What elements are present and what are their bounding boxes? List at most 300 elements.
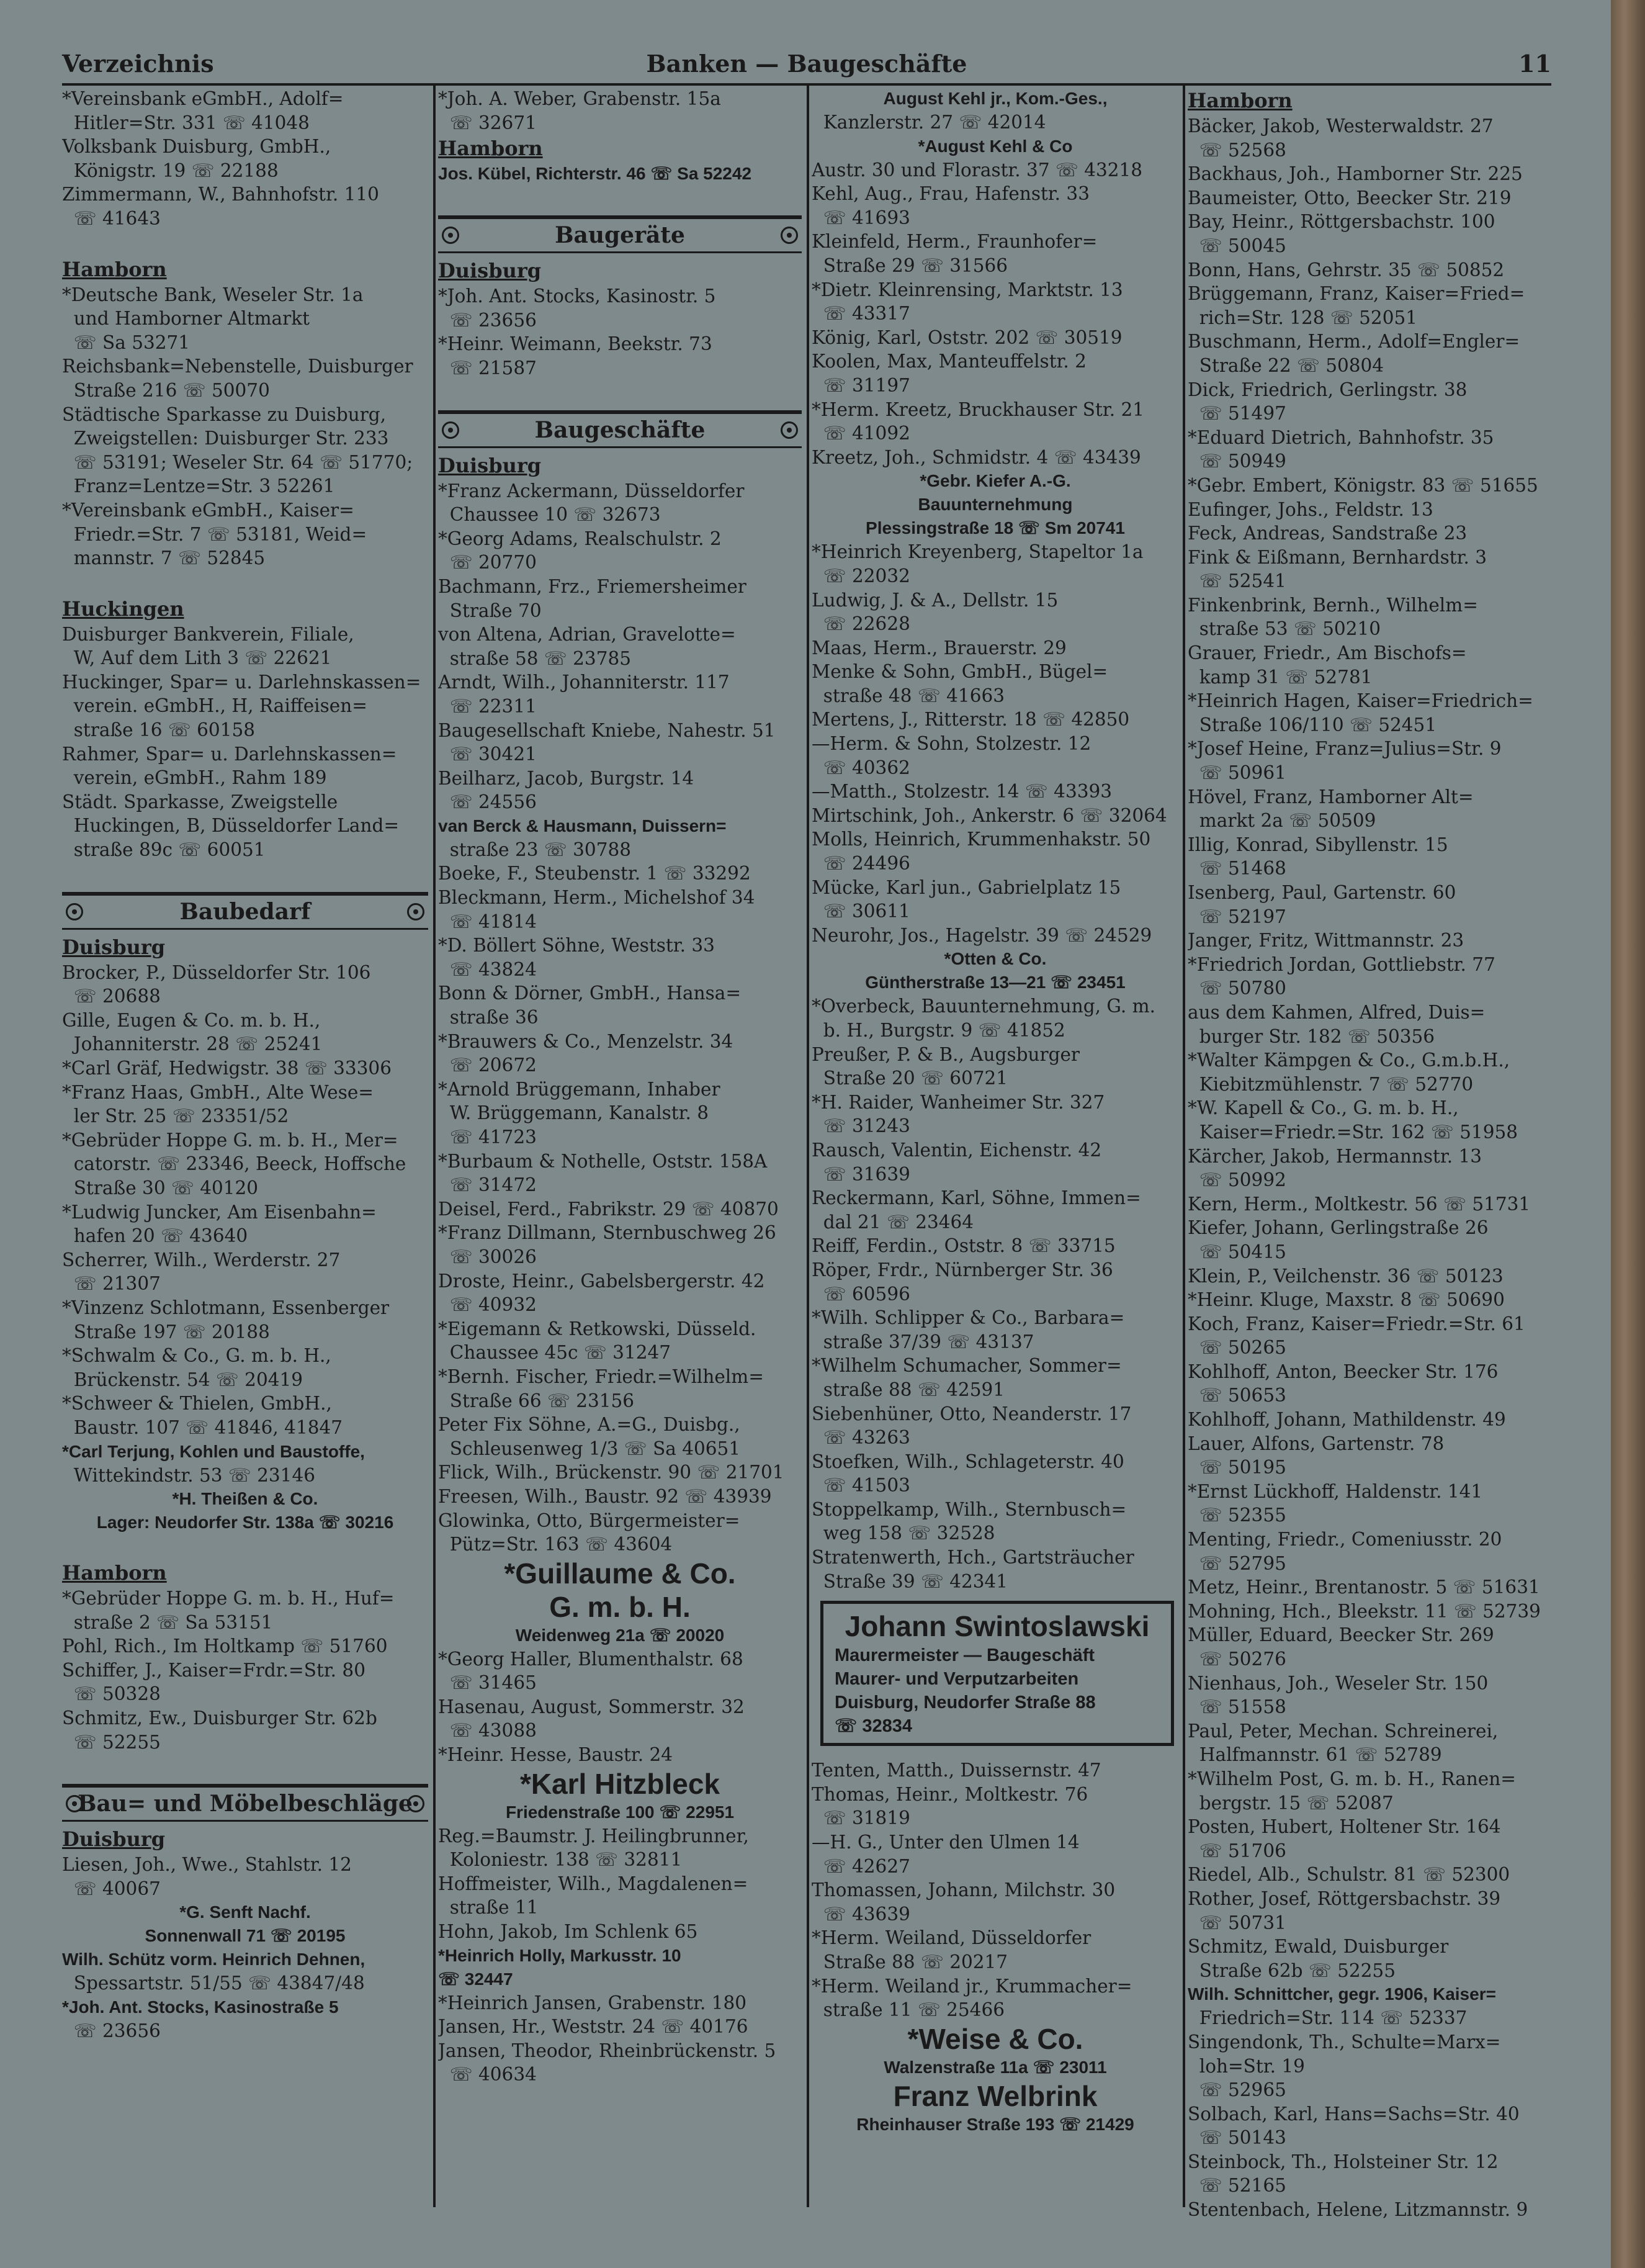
advertisement-line: Sonnenwall 71 ☏ 20195 (145, 1926, 346, 1946)
advertisement-line: ☏ 32447 (438, 1969, 513, 1989)
directory-entry: *Brauwers & Co., Menzelstr. 34 (438, 1030, 733, 1052)
directory-entry: Baumeister, Otto, Beecker Str. 219 (1188, 187, 1512, 209)
directory-entry: Schmitz, Ewald, Duisburger (1188, 1936, 1449, 1958)
directory-entry: ☏ 50195 (1188, 1457, 1286, 1478)
boxed-advertisement (820, 1601, 1174, 1746)
directory-entry: *Wilh. Schlipper & Co., Barbara= (812, 1307, 1125, 1329)
directory-entry: Reckermann, Karl, Söhne, Immen= (812, 1187, 1141, 1209)
directory-entry: *Georg Haller, Blumenthalstr. 68 (438, 1648, 743, 1670)
directory-entry: Bleckmann, Herm., Michelshof 34 (438, 887, 755, 909)
directory-entry: Neurohr, Jos., Hagelstr. 39 ☏ 24529 (812, 924, 1152, 946)
directory-entry: Stentenbach, Helene, Litzmannstr. 9 (1188, 2199, 1528, 2221)
directory-entry: Droste, Heinr., Gabelsbergerstr. 42 (438, 1270, 765, 1292)
directory-entry: Kleinfeld, Herm., Fraunhofer= (812, 231, 1098, 253)
directory-entry: ☏ 30026 (438, 1246, 537, 1267)
directory-entry: Tenten, Matth., Duissernstr. 47 (812, 1760, 1101, 1781)
directory-entry: ☏ 40932 (438, 1294, 537, 1316)
directory-entry: Buschmann, Herm., Adolf=Engler= (1188, 331, 1520, 353)
directory-entry: *Arnold Brüggemann, Inhaber (438, 1078, 720, 1100)
directory-entry: Mücke, Karl jun., Gabrielplatz 15 (812, 876, 1121, 898)
directory-entry: *W. Kapell & Co., G. m. b. H., (1188, 1097, 1459, 1119)
directory-entry: *Georg Adams, Realschulstr. 2 (438, 528, 722, 549)
column-2 (438, 87, 802, 2087)
directory-entry: *Josef Heine, Franz=Julius=Str. 9 (1188, 738, 1502, 760)
directory-entry: straße 53 ☏ 50210 (1188, 618, 1381, 640)
directory-entry: *Carl Gräf, Hedwigstr. 38 ☏ 33306 (62, 1058, 392, 1079)
advertisement-line: Wilh. Schütz vorm. Heinrich Dehnen, (62, 1950, 365, 1969)
directory-entry: Kaiser=Friedr.=Str. 162 ☏ 51958 (1188, 1121, 1518, 1143)
directory-entry: Bonn & Dörner, GmbH., Hansa= (438, 983, 742, 1004)
category-heading (438, 215, 802, 253)
district-heading: Hamborn (62, 1561, 167, 1585)
page-edge (1611, 0, 1645, 2268)
directory-entry: ☏ 50731 (1188, 1912, 1286, 1933)
directory-entry: Reiff, Ferdin., Oststr. 8 ☏ 33715 (812, 1235, 1116, 1257)
directory-entry: *Heinrich Hagen, Kaiser=Friedrich= (1188, 690, 1533, 712)
directory-entry: Thomas, Heinr., Moltkestr. 76 (812, 1783, 1088, 1805)
directory-entry: straße 23 ☏ 30788 (438, 839, 632, 860)
directory-entry: ☏ 50265 (1188, 1337, 1286, 1359)
directory-entry: Ludwig, J. & A., Dellstr. 15 (812, 589, 1059, 611)
advertisement-line: Bauunternehmung (918, 495, 1073, 515)
directory-entry: W. Brüggemann, Kanalstr. 8 (438, 1102, 709, 1124)
directory-entry: ☏ 31639 (812, 1163, 910, 1185)
category-heading (62, 1784, 428, 1822)
directory-entry: ☏ 50961 (1188, 762, 1286, 784)
directory-entry: Straße 30 ☏ 40120 (62, 1177, 259, 1199)
directory-entry: *Eigemann & Retkowski, Düsseld. (438, 1318, 756, 1339)
category-heading-label: Baubedarf (179, 898, 311, 925)
advertisement-line: Duisburg, Neudorfer Straße 88 (835, 1693, 1096, 1713)
directory-entry: ☏ 31465 (438, 1672, 537, 1694)
district-heading: Huckingen (62, 596, 184, 621)
spacer (438, 186, 802, 210)
directory-entry: Deisel, Ferd., Fabrikstr. 29 ☏ 40870 (438, 1198, 779, 1220)
directory-entry: ☏ 50653 (1188, 1385, 1286, 1406)
directory-entry: Jansen, Theodor, Rheinbrückenstr. 5 (438, 2040, 776, 2061)
advertisement-title: *Guillaume & Co. (504, 1557, 736, 1590)
directory-entry: Glowinka, Otto, Bürgermeister= (438, 1510, 740, 1531)
directory-entry: ☏ 52965 (1188, 2079, 1286, 2101)
directory-entry: *Deutsche Bank, Weseler Str. 1a (62, 284, 364, 305)
directory-entry: ☏ 31819 (812, 1807, 910, 1829)
directory-entry: Janger, Fritz, Wittmannstr. 23 (1188, 930, 1464, 952)
directory-entry: Friedrich=Str. 114 ☏ 52337 (1188, 2007, 1468, 2029)
advertisement-line: *Gebr. Kiefer A.-G. (920, 471, 1071, 491)
advertisement-line: Plessingstraße 18 ☏ Sm 20741 (866, 518, 1125, 538)
directory-entry: ☏ 24556 (438, 791, 537, 813)
directory-entry: —Herm. & Sohn, Stolzestr. 12 (812, 733, 1091, 755)
spacer (62, 231, 428, 256)
directory-entry: Menke & Sohn, GmbH., Bügel= (812, 661, 1108, 683)
directory-entry: Scherrer, Wilh., Werderstr. 27 (62, 1249, 341, 1271)
directory-entry: dal 21 ☏ 23464 (812, 1211, 974, 1233)
directory-entry: *Herm. Weiland jr., Krummacher= (812, 1975, 1132, 1997)
directory-entry: Bay, Heinr., Röttgersbachstr. 100 (1188, 211, 1495, 233)
directory-entry: Städtische Sparkasse zu Duisburg, (62, 403, 387, 425)
directory-entry: ☏ 52355 (1188, 1505, 1286, 1526)
advertisement-line: *Otten & Co. (944, 949, 1047, 969)
directory-entry: Spessartstr. 51/55 ☏ 43847/48 (62, 1973, 365, 1994)
advertisement-line: Weidenweg 21a ☏ 20020 (515, 1625, 725, 1645)
directory-entry: Pohl, Rich., Im Holtkamp ☏ 51760 (62, 1636, 388, 1657)
directory-entry: ☏ 31472 (438, 1174, 537, 1196)
directory-entry: Stoppelkamp, Wilh., Sternbusch= (812, 1498, 1127, 1520)
directory-entry: ☏ 43088 (438, 1720, 537, 1742)
directory-entry: Flick, Wilh., Brückenstr. 90 ☏ 21701 (438, 1462, 784, 1483)
directory-entry: Siebenhüner, Otto, Neanderstr. 17 (812, 1403, 1132, 1424)
bullet-icon (442, 227, 459, 244)
directory-entry: Straße 70 (438, 600, 542, 621)
directory-entry: *Franz Haas, GmbH., Alte Wese= (62, 1081, 374, 1103)
column-divider (807, 84, 809, 2207)
directory-entry: Chaussee 45c ☏ 31247 (438, 1342, 671, 1364)
advertisement-line: *Carl Terjung, Kohlen und Baustoffe, (62, 1441, 365, 1461)
directory-entry: ☏ 52197 (1188, 906, 1286, 927)
district-heading: Hamborn (438, 137, 543, 161)
directory-entry: Kohlhoff, Anton, Beecker Str. 176 (1188, 1361, 1499, 1382)
directory-entry: ☏ 52541 (1188, 570, 1286, 592)
directory-entry: Kiefer, Johann, Gerlingstraße 26 (1188, 1217, 1489, 1239)
header-left: Verzeichnis (62, 50, 214, 78)
directory-entry: Straße 106/110 ☏ 52451 (1188, 714, 1437, 736)
directory-entry: straße 36 (438, 1007, 539, 1028)
directory-entry: Liesen, Joh., Wwe., Stahlstr. 12 (62, 1854, 352, 1876)
directory-entry: verein. eGmbH., H, Raiffeisen= (62, 695, 367, 717)
column-divider (1183, 84, 1185, 2207)
district-heading: Hamborn (62, 257, 167, 281)
directory-entry: ☏ 52568 (1188, 139, 1286, 161)
column-4 (1188, 87, 1551, 2222)
spacer (62, 862, 428, 887)
directory-entry: ☏ 42627 (812, 1855, 910, 1877)
directory-entry: ☏ 60596 (812, 1283, 910, 1305)
advertisement-line: *August Kehl & Co (918, 136, 1073, 156)
directory-entry: Metz, Heinr., Brentanostr. 5 ☏ 51631 (1188, 1577, 1540, 1598)
directory-entry: straße 37/39 ☏ 43137 (812, 1331, 1034, 1352)
advertisement-line: *H. Theißen & Co. (172, 1489, 318, 1509)
district-heading: Hamborn (1188, 89, 1293, 112)
directory-entry: Halfmannstr. 61 ☏ 52789 (1188, 1744, 1442, 1766)
directory-entry: *Heinr. Hesse, Baustr. 24 (438, 1744, 673, 1766)
directory-entry: Brüggemann, Franz, Kaiser=Fried= (1188, 283, 1525, 305)
directory-entry: Huckingen, B, Düsseldorfer Land= (62, 815, 400, 837)
directory-entry: straße 16 ☏ 60158 (62, 719, 256, 741)
directory-entry: *Heinrich Jansen, Grabenstr. 180 (438, 1992, 747, 2014)
directory-entry: *Schweer & Thielen, GmbH., (62, 1393, 332, 1415)
directory-entry: ☏ 43639 (812, 1903, 910, 1925)
directory-entry: Peter Fix Söhne, A.=G., Duisbg., (438, 1414, 740, 1436)
directory-entry: —Matth., Stolzestr. 14 ☏ 43393 (812, 781, 1113, 803)
directory-entry: ☏ 41693 (812, 207, 910, 228)
advertisement-line: *Heinrich Holly, Markusstr. 10 (438, 1945, 681, 1965)
directory-entry: Klein, P., Veilchenstr. 36 ☏ 50123 (1188, 1265, 1504, 1287)
directory-entry: kamp 31 ☏ 52781 (1188, 666, 1373, 688)
bullet-icon (442, 421, 459, 439)
directory-entry: ☏ 24496 (812, 853, 910, 875)
directory-entry: Kiebitzmühlenstr. 7 ☏ 52770 (1188, 1073, 1474, 1095)
directory-entry: *Burbaum & Nothelle, Oststr. 158A (438, 1150, 768, 1172)
directory-entry: Straße 22 ☏ 50804 (1188, 354, 1384, 376)
directory-entry: Baugesellschaft Kniebe, Nahestr. 51 (438, 719, 776, 741)
directory-entry: Gille, Eugen & Co. m. b. H., (62, 1009, 321, 1031)
directory-entry: Austr. 30 und Florastr. 37 ☏ 43218 (812, 159, 1143, 181)
bullet-icon (407, 903, 424, 920)
directory-entry: ☏ 40067 (62, 1878, 161, 1899)
directory-entry: Königstr. 19 ☏ 22188 (62, 160, 279, 181)
directory-entry: Hohn, Jakob, Im Schlenk 65 (438, 1921, 698, 1943)
directory-entry: ☏ 23656 (438, 309, 537, 331)
spacer (438, 380, 802, 405)
directory-entry: Brückenstr. 54 ☏ 20419 (62, 1369, 303, 1390)
directory-entry: ☏ 21587 (438, 357, 537, 379)
directory-entry: Menting, Friedr., Comeniusstr. 20 (1188, 1529, 1502, 1550)
directory-entry: Kohlhoff, Johann, Mathildenstr. 49 (1188, 1409, 1506, 1431)
advertisement-line: August Kehl jr., Kom.-Ges., (883, 89, 1108, 108)
directory-entry: Röper, Frdr., Nürnberger Str. 36 (812, 1259, 1113, 1280)
directory-entry: Reg.=Baumstr. J. Heilingbrunner, (438, 1825, 749, 1847)
directory-entry: ☏ 41643 (62, 207, 161, 229)
category-heading (62, 892, 428, 930)
directory-entry: Bäcker, Jakob, Westerwaldstr. 27 (1188, 115, 1494, 137)
directory-entry: hafen 20 ☏ 43640 (62, 1225, 248, 1247)
directory-entry: Maas, Herm., Brauerstr. 29 (812, 637, 1067, 659)
directory-entry: loh=Str. 19 (1188, 2055, 1305, 2077)
directory-entry: straße 11 ☏ 25466 (812, 1999, 1005, 2021)
directory-entry: straße 89c ☏ 60051 (62, 839, 266, 861)
directory-entry: Preußer, P. & B., Augsburger (812, 1043, 1080, 1065)
directory-entry: ☏ 50045 (1188, 235, 1286, 256)
directory-entry: Fink & Eißmann, Bernhardstr. 3 (1188, 546, 1487, 568)
directory-entry: markt 2a ☏ 50509 (1188, 810, 1376, 832)
spacer (62, 1534, 428, 1559)
category-heading-label: Baugeschäfte (534, 416, 706, 443)
directory-entry: ☏ 50949 (1188, 451, 1286, 472)
directory-entry: *Heinr. Weimann, Beekstr. 73 (438, 333, 712, 355)
directory-entry: ☏ 20672 (438, 1055, 537, 1076)
directory-entry: ☏ 22032 (812, 565, 910, 587)
bullet-icon (66, 903, 83, 920)
page-header (62, 45, 1551, 86)
directory-entry: ☏ 50328 (62, 1683, 161, 1705)
column-3 (812, 87, 1179, 2136)
directory-entry: Kärcher, Jakob, Hermannstr. 13 (1188, 1145, 1482, 1167)
directory-entry: ☏ 41814 (438, 911, 537, 932)
directory-entry: *Joh. A. Weber, Grabenstr. 15a (438, 88, 721, 109)
directory-entry: ☏ 52255 (62, 1731, 161, 1753)
advertisement-title: Johann Swintoslawski (845, 1610, 1150, 1643)
directory-entry: Straße 20 ☏ 60721 (812, 1068, 1008, 1089)
directory-entry: *Bernh. Fischer, Friedr.=Wilhelm= (438, 1366, 764, 1387)
directory-entry: *Overbeck, Bauunternehmung, G. m. (812, 996, 1156, 1017)
advertisement-line: Rheinhauser Straße 193 ☏ 21429 (856, 2114, 1134, 2134)
directory-entry: Finkenbrink, Bernh., Wilhelm= (1188, 594, 1478, 616)
directory-entry: ☏ 43824 (438, 958, 537, 980)
directory-entry: ☏ 51497 (1188, 403, 1286, 425)
category-heading-label: Bau= und Möbelbeschläge (78, 1791, 413, 1817)
directory-entry: Freesen, Wilh., Baustr. 92 ☏ 43939 (438, 1485, 772, 1507)
directory-entry: verein, eGmbH., Rahm 189 (62, 767, 327, 789)
directory-entry: ☏ 31197 (812, 374, 910, 396)
directory-entry: Riedel, Alb., Schulstr. 81 ☏ 52300 (1188, 1864, 1510, 1886)
directory-entry: und Hamborner Altmarkt (62, 308, 310, 330)
directory-entry: *Gebrüder Hoppe G. m. b. H., Mer= (62, 1129, 398, 1151)
district-heading: Duisburg (62, 935, 166, 959)
directory-entry: Koloniestr. 138 ☏ 32811 (438, 1849, 683, 1871)
directory-entry: ☏ 50143 (1188, 2127, 1286, 2149)
directory-entry: ☏ 51468 (1188, 858, 1286, 880)
directory-entry: Chaussee 10 ☏ 32673 (438, 504, 661, 526)
directory-entry: Städt. Sparkasse, Zweigstelle (62, 791, 338, 812)
directory-entry: Rausch, Valentin, Eichenstr. 42 (812, 1139, 1102, 1161)
directory-entry: aus dem Kahmen, Alfred, Duis= (1188, 1001, 1486, 1023)
directory-entry: b. H., Burgstr. 9 ☏ 41852 (812, 1020, 1065, 1041)
directory-entry: straße 2 ☏ Sa 53151 (62, 1611, 273, 1633)
directory-entry: Duisburger Bankverein, Filiale, (62, 623, 354, 645)
directory-entry: *Franz Ackermann, Düsseldorfer (438, 480, 745, 502)
directory-entry: Lauer, Alfons, Gartenstr. 78 (1188, 1433, 1445, 1454)
directory-entry: ☏ 23656 (62, 2020, 161, 2042)
directory-entry: Volksbank Duisburg, GmbH., (62, 136, 331, 158)
directory-entry: Straße 29 ☏ 31566 (812, 254, 1008, 276)
directory-entry: Kreetz, Joh., Schmidstr. 4 ☏ 43439 (812, 446, 1141, 468)
directory-entry: Kanzlerstr. 27 ☏ 42014 (812, 112, 1046, 133)
directory-entry: Straße 88 ☏ 20217 (812, 1951, 1008, 1973)
directory-entry: ☏ 50415 (1188, 1241, 1286, 1262)
directory-entry: ☏ 41503 (812, 1475, 910, 1496)
directory-entry: ☏ 30421 (438, 744, 537, 765)
district-heading: Duisburg (438, 453, 542, 477)
directory-entry: *Dietr. Kleinrensing, Marktstr. 13 (812, 279, 1123, 300)
directory-entry: Baustr. 107 ☏ 41846, 41847 (62, 1416, 343, 1438)
advertisement-line: Walzenstraße 11a ☏ 23011 (884, 2057, 1107, 2077)
directory-entry: Hoffmeister, Wilh., Magdalenen= (438, 1873, 748, 1894)
directory-entry: Isenberg, Paul, Gartenstr. 60 (1188, 882, 1456, 903)
advertisement-line: Lager: Neudorfer Str. 138a ☏ 30216 (96, 1513, 394, 1532)
advertisement-line: Maurer- und Verputzarbeiten (835, 1669, 1079, 1690)
spacer (62, 1754, 428, 1779)
directory-entry: straße 48 ☏ 41663 (812, 685, 1005, 706)
advertisement-line: Friedenstraße 100 ☏ 22951 (505, 1802, 735, 1822)
directory-entry: Nienhaus, Joh., Weseler Str. 150 (1188, 1672, 1489, 1694)
advertisement-line: *Joh. Ant. Stocks, Kasinostraße 5 (62, 1997, 339, 2017)
directory-entry: Singendonk, Th., Schulte=Marx= (1188, 2031, 1501, 2053)
directory-entry: *Ernst Lückhoff, Haldenstr. 141 (1188, 1480, 1483, 1502)
directory-entry: *Heinr. Kluge, Maxstr. 8 ☏ 50690 (1188, 1289, 1505, 1311)
directory-entry: ☏ 50780 (1188, 978, 1286, 999)
directory-entry: ☏ 53191; Weseler Str. 64 ☏ 51770; (62, 451, 413, 473)
directory-entry: *Vinzenz Schlotmann, Essenberger (62, 1297, 390, 1318)
directory-entry: Bonn, Hans, Gehrstr. 35 ☏ 50852 (1188, 259, 1505, 281)
directory-entry: *Friedrich Jordan, Gottliebstr. 77 (1188, 953, 1495, 975)
directory-entry: catorstr. ☏ 23346, Beeck, Hoffsche (62, 1153, 406, 1175)
directory-entry: bergstr. 15 ☏ 52087 (1188, 1792, 1394, 1814)
directory-entry: Hasenau, August, Sommerstr. 32 (438, 1696, 745, 1717)
directory-entry: Rother, Josef, Röttgersbachstr. 39 (1188, 1888, 1501, 1909)
directory-entry: *Joh. Ant. Stocks, Kasinostr. 5 (438, 286, 716, 307)
directory-entry: burger Str. 182 ☏ 50356 (1188, 1025, 1435, 1047)
directory-entry: Beilharz, Jacob, Burgstr. 14 (438, 767, 694, 789)
directory-entry: ☏ 40362 (812, 757, 910, 778)
directory-entry: Stratenwerth, Hch., Gartsträucher (812, 1547, 1134, 1568)
directory-entry: Straße 216 ☏ 50070 (62, 379, 270, 401)
directory-entry: *Wilhelm Post, G. m. b. H., Ranen= (1188, 1768, 1516, 1789)
category-heading-label: Baugeräte (555, 222, 685, 249)
directory-entry: ☏ 22628 (812, 613, 910, 635)
directory-entry: König, Karl, Oststr. 202 ☏ 30519 (812, 326, 1123, 348)
advertisement-line: ☏ 32834 (835, 1716, 912, 1737)
directory-entry: Pütz=Str. 163 ☏ 43604 (438, 1534, 673, 1555)
directory-entry: *Heinrich Kreyenberg, Stapeltor 1a (812, 541, 1144, 563)
directory-entry: *Schwalm & Co., G. m. b. H., (62, 1345, 331, 1367)
directory-entry: *Ludwig Juncker, Am Eisenbahn= (62, 1201, 377, 1223)
directory-entry: Straße 62b ☏ 52255 (1188, 1960, 1396, 1981)
directory-entry: ☏ 51706 (1188, 1840, 1286, 1861)
directory-entry: W, Auf dem Lith 3 ☏ 22621 (62, 647, 332, 669)
directory-entry: Johanniterstr. 28 ☏ 25241 (62, 1033, 323, 1055)
district-heading: Duisburg (438, 259, 542, 283)
directory-entry: ☏ 20770 (438, 552, 537, 574)
directory-entry: Müller, Eduard, Beecker Str. 269 (1188, 1624, 1494, 1646)
directory-entry: ☏ 50992 (1188, 1169, 1286, 1191)
directory-entry: *Vereinsbank eGmbH., Kaiser= (62, 499, 354, 521)
directory-entry: Koolen, Max, Manteuffelstr. 2 (812, 351, 1087, 372)
directory-entry: rich=Str. 128 ☏ 52051 (1188, 307, 1418, 328)
directory-entry: ☏ 41723 (438, 1127, 537, 1148)
directory-entry: Boeke, F., Steubenstr. 1 ☏ 33292 (438, 863, 751, 884)
advertisement-title: *Karl Hitzbleck (519, 1767, 720, 1800)
directory-entry: Brocker, P., Düsseldorfer Str. 106 (62, 961, 371, 983)
advertisement-title: G. m. b. H. (549, 1590, 691, 1623)
directory-entry: Zweigstellen: Duisburger Str. 233 (62, 428, 389, 449)
directory-entry: Bachmann, Frz., Friemersheimer (438, 575, 746, 597)
directory-entry: Eufinger, Johs., Feldstr. 13 (1188, 498, 1433, 520)
directory-entry: Reichsbank=Nebenstelle, Duisburger (62, 356, 413, 377)
directory-entry: ☏ 22311 (438, 695, 537, 717)
advertisement-line: Wilh. Schnittcher, gegr. 1906, Kaiser= (1188, 1984, 1496, 2004)
header-center: Banken — Baugeschäfte (646, 50, 967, 78)
directory-entry: ☏ 31243 (812, 1115, 910, 1137)
directory-entry: ☏ 41092 (812, 423, 910, 444)
directory-entry: Rahmer, Spar= u. Darlehnskassen= (62, 743, 397, 765)
directory-entry: Friedr.=Str. 7 ☏ 53181, Weid= (62, 523, 367, 545)
directory-entry: ☏ 52165 (1188, 2175, 1286, 2197)
directory-entry: ☏ 51558 (1188, 1696, 1286, 1718)
directory-entry: Kern, Herm., Moltkestr. 56 ☏ 51731 (1188, 1193, 1531, 1215)
directory-entry: Feck, Andreas, Sandstraße 23 (1188, 523, 1468, 544)
advertisement-line: *G. Senft Nachf. (179, 1902, 311, 1922)
bullet-icon (781, 227, 798, 244)
directory-entry: *Franz Dillmann, Sternbuschweg 26 (438, 1222, 776, 1244)
directory-entry: Zimmermann, W., Bahnhofstr. 110 (62, 184, 379, 205)
directory-entry: ☏ 21307 (62, 1273, 161, 1295)
directory-entry: Schiffer, J., Kaiser=Frdr.=Str. 80 (62, 1659, 365, 1681)
directory-entry: Steinbock, Th., Holsteiner Str. 12 (1188, 2151, 1499, 2172)
directory-entry: Straße 39 ☏ 42341 (812, 1570, 1008, 1592)
directory-entry: *Gebr. Embert, Königstr. 83 ☏ 51655 (1188, 474, 1538, 496)
directory-entry: Molls, Heinrich, Krummenhakstr. 50 (812, 829, 1151, 850)
directory-entry: weg 158 ☏ 32528 (812, 1523, 995, 1544)
directory-entry: ☏ 52795 (1188, 1552, 1286, 1574)
directory-entry: *Eduard Dietrich, Bahnhofstr. 35 (1188, 426, 1494, 448)
directory-entry: Franz=Lentze=Str. 3 52261 (62, 475, 335, 497)
directory-entry: Illig, Konrad, Sibyllenstr. 15 (1188, 834, 1448, 855)
directory-entry: *Vereinsbank eGmbH., Adolf= (62, 88, 344, 109)
directory-entry: ☏ 20688 (62, 986, 161, 1007)
directory-entry: *Wilhelm Schumacher, Sommer= (812, 1355, 1122, 1377)
district-heading: Duisburg (62, 1827, 166, 1852)
advertisement-title: Franz Welbrink (893, 2079, 1098, 2112)
